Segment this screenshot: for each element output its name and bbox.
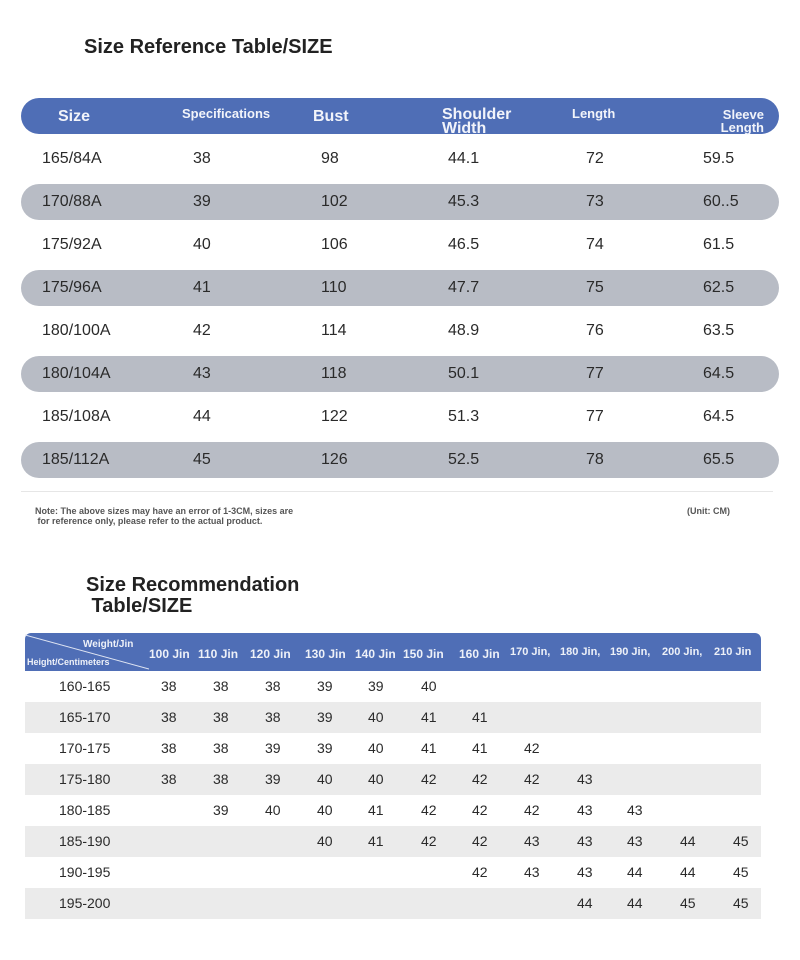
weight-header: 110 Jin — [198, 647, 239, 661]
size-cell: 38 — [161, 678, 177, 694]
table-cell: 75 — [586, 279, 604, 296]
table-row — [21, 141, 779, 177]
table-cell: 76 — [586, 322, 604, 339]
size-cell: 44 — [577, 895, 593, 911]
table-cell: 170/88A — [42, 193, 102, 210]
size-reference-header — [21, 98, 779, 137]
size-cell: 44 — [680, 864, 696, 880]
table-cell: 41 — [193, 279, 211, 296]
table-cell: 43 — [193, 365, 211, 382]
height-range: 165-170 — [59, 709, 111, 725]
table-cell: 114 — [321, 322, 347, 339]
weight-header: 150 Jin — [403, 647, 444, 661]
table-cell: 175/96A — [42, 279, 102, 296]
size-cell: 40 — [317, 771, 333, 787]
size-cell: 39 — [317, 709, 333, 725]
size-cell: 39 — [265, 740, 281, 756]
height-range: 180-185 — [59, 802, 111, 818]
size-cell: 40 — [317, 833, 333, 849]
size-cell: 39 — [265, 771, 281, 787]
weight-header: 200 Jin, — [662, 646, 703, 658]
table-cell: 44.1 — [448, 150, 480, 167]
weight-header: 100 Jin — [149, 647, 190, 661]
table-cell: 122 — [321, 408, 348, 425]
table-cell: 45 — [193, 451, 211, 468]
table-cell: 180/104A — [42, 365, 111, 382]
table-cell: 40 — [193, 236, 211, 253]
size-cell: 45 — [733, 864, 749, 880]
table-row — [21, 227, 779, 263]
size-cell: 41 — [421, 740, 437, 756]
size-cell: 39 — [213, 802, 229, 818]
table-cell: 38 — [193, 150, 211, 167]
table-row — [21, 442, 779, 478]
table-cell: 59.5 — [703, 150, 735, 167]
weight-header: 180 Jin, — [560, 646, 601, 658]
weight-header: 170 Jin, — [510, 646, 551, 658]
table-cell: 64.5 — [703, 408, 735, 425]
size-cell: 43 — [627, 802, 643, 818]
table-row — [21, 184, 779, 220]
size-cell: 41 — [421, 709, 437, 725]
table-cell: 42 — [193, 322, 211, 339]
size-cell: 38 — [161, 740, 177, 756]
size-cell: 40 — [368, 771, 384, 787]
table-cell: 45.3 — [448, 193, 480, 210]
size-cell: 42 — [524, 771, 540, 787]
weight-header: 210 Jin — [714, 646, 752, 658]
table-cell: 65.5 — [703, 451, 735, 468]
table-cell: 175/92A — [42, 236, 102, 253]
weight-header: 190 Jin, — [610, 646, 651, 658]
size-cell: 42 — [524, 740, 540, 756]
size-cell: 42 — [524, 802, 540, 818]
height-range: 190-195 — [59, 864, 111, 880]
table-cell: 63.5 — [703, 322, 735, 339]
header-bust: Bust — [313, 108, 349, 125]
size-cell: 42 — [472, 833, 488, 849]
header-sleeve-length: Sleeve Length — [720, 107, 764, 135]
size-note: Note: The above sizes may have an error of 1-3CM, sizes are for reference only, please refer to the actual product. — [35, 506, 294, 526]
table-cell: 185/108A — [42, 408, 111, 425]
divider — [21, 491, 773, 492]
height-range: 170-175 — [59, 740, 111, 756]
size-cell: 39 — [317, 740, 333, 756]
size-cell: 44 — [627, 895, 643, 911]
size-cell: 43 — [577, 864, 593, 880]
size-cell: 40 — [421, 678, 437, 694]
size-recommendation-table — [25, 633, 761, 919]
size-cell: 39 — [368, 678, 384, 694]
table-row — [25, 764, 761, 795]
size-recommendation-title: Size Recommendation Table/SIZE — [86, 574, 300, 617]
size-cell: 41 — [472, 709, 488, 725]
table-cell: 51.3 — [448, 408, 480, 425]
table-cell: 48.9 — [448, 322, 480, 339]
size-cell: 43 — [524, 864, 540, 880]
weight-header: 160 Jin — [459, 647, 500, 661]
table-cell: 72 — [586, 150, 604, 167]
table-row — [25, 888, 761, 919]
table-cell: 46.5 — [448, 236, 480, 253]
corner-weight-label: Weight/Jin — [83, 639, 134, 650]
size-cell: 42 — [472, 802, 488, 818]
table-cell: 52.5 — [448, 451, 480, 468]
size-cell: 41 — [368, 802, 384, 818]
table-row — [25, 857, 761, 888]
height-range: 185-190 — [59, 833, 111, 849]
size-cell: 42 — [421, 833, 437, 849]
size-cell: 38 — [213, 709, 229, 725]
table-cell: 180/100A — [42, 322, 111, 339]
size-cell: 38 — [265, 678, 281, 694]
size-cell: 41 — [368, 833, 384, 849]
table-row — [25, 671, 761, 702]
size-reference-title: Size Reference Table/SIZE — [84, 36, 333, 58]
table-cell: 61.5 — [703, 236, 735, 253]
table-cell: 102 — [321, 193, 348, 210]
size-cell: 38 — [213, 771, 229, 787]
size-cell: 38 — [265, 709, 281, 725]
table-cell: 98 — [321, 150, 339, 167]
table-cell: 78 — [586, 451, 604, 468]
table-cell: 77 — [586, 365, 604, 382]
table-cell: 73 — [586, 193, 604, 210]
size-cell: 39 — [317, 678, 333, 694]
size-cell: 40 — [368, 709, 384, 725]
size-cell: 41 — [472, 740, 488, 756]
size-cell: 42 — [421, 771, 437, 787]
height-range: 195-200 — [59, 895, 111, 911]
table-cell: 74 — [586, 236, 604, 253]
size-recommendation-header — [25, 633, 761, 671]
header-size: Size — [58, 108, 91, 125]
size-cell: 38 — [161, 771, 177, 787]
table-row — [25, 702, 761, 733]
weight-header: 140 Jin — [355, 647, 396, 661]
size-cell: 38 — [161, 709, 177, 725]
corner-height-label: Height/Centimeters — [27, 657, 110, 667]
table-cell: 118 — [321, 365, 347, 382]
table-row — [25, 826, 761, 857]
table-cell: 50.1 — [448, 365, 480, 382]
size-cell: 43 — [577, 771, 593, 787]
unit-label: (Unit: CM) — [687, 506, 730, 516]
size-cell: 40 — [265, 802, 281, 818]
table-cell: 110 — [321, 279, 347, 296]
table-cell: 126 — [321, 451, 348, 468]
size-cell: 44 — [680, 833, 696, 849]
size-cell: 42 — [472, 864, 488, 880]
size-cell: 45 — [733, 895, 749, 911]
table-cell: 64.5 — [703, 365, 735, 382]
table-cell: 62.5 — [703, 279, 735, 296]
size-cell: 42 — [472, 771, 488, 787]
size-cell: 38 — [213, 740, 229, 756]
size-cell: 38 — [213, 678, 229, 694]
size-cell: 43 — [524, 833, 540, 849]
table-row — [21, 356, 779, 392]
table-cell: 185/112A — [42, 451, 110, 468]
table-cell: 39 — [193, 193, 211, 210]
weight-header: 120 Jin — [250, 647, 291, 661]
height-range: 160-165 — [59, 678, 111, 694]
table-cell: 60..5 — [703, 193, 739, 210]
size-cell: 45 — [680, 895, 696, 911]
table-row — [21, 399, 779, 435]
header-shoulder-width: Shoulder Width — [442, 106, 512, 137]
table-cell: 44 — [193, 408, 211, 425]
header-length: Length — [572, 106, 616, 121]
size-cell: 44 — [627, 864, 643, 880]
size-cell: 43 — [577, 833, 593, 849]
size-cell: 40 — [368, 740, 384, 756]
size-cell: 42 — [421, 802, 437, 818]
size-cell: 43 — [627, 833, 643, 849]
table-cell: 47.7 — [448, 279, 480, 296]
table-row — [21, 313, 779, 349]
size-reference-table — [21, 98, 779, 478]
table-cell: 106 — [321, 236, 348, 253]
weight-header: 130 Jin — [305, 647, 346, 661]
table-row — [25, 733, 761, 764]
table-cell: 77 — [586, 408, 604, 425]
size-cell: 45 — [733, 833, 749, 849]
size-cell: 40 — [317, 802, 333, 818]
table-cell: 165/84A — [42, 150, 102, 167]
size-cell: 43 — [577, 802, 593, 818]
table-row — [25, 795, 761, 826]
height-range: 175-180 — [59, 771, 111, 787]
header-specifications: Specifications — [182, 106, 271, 121]
table-row — [21, 270, 779, 306]
